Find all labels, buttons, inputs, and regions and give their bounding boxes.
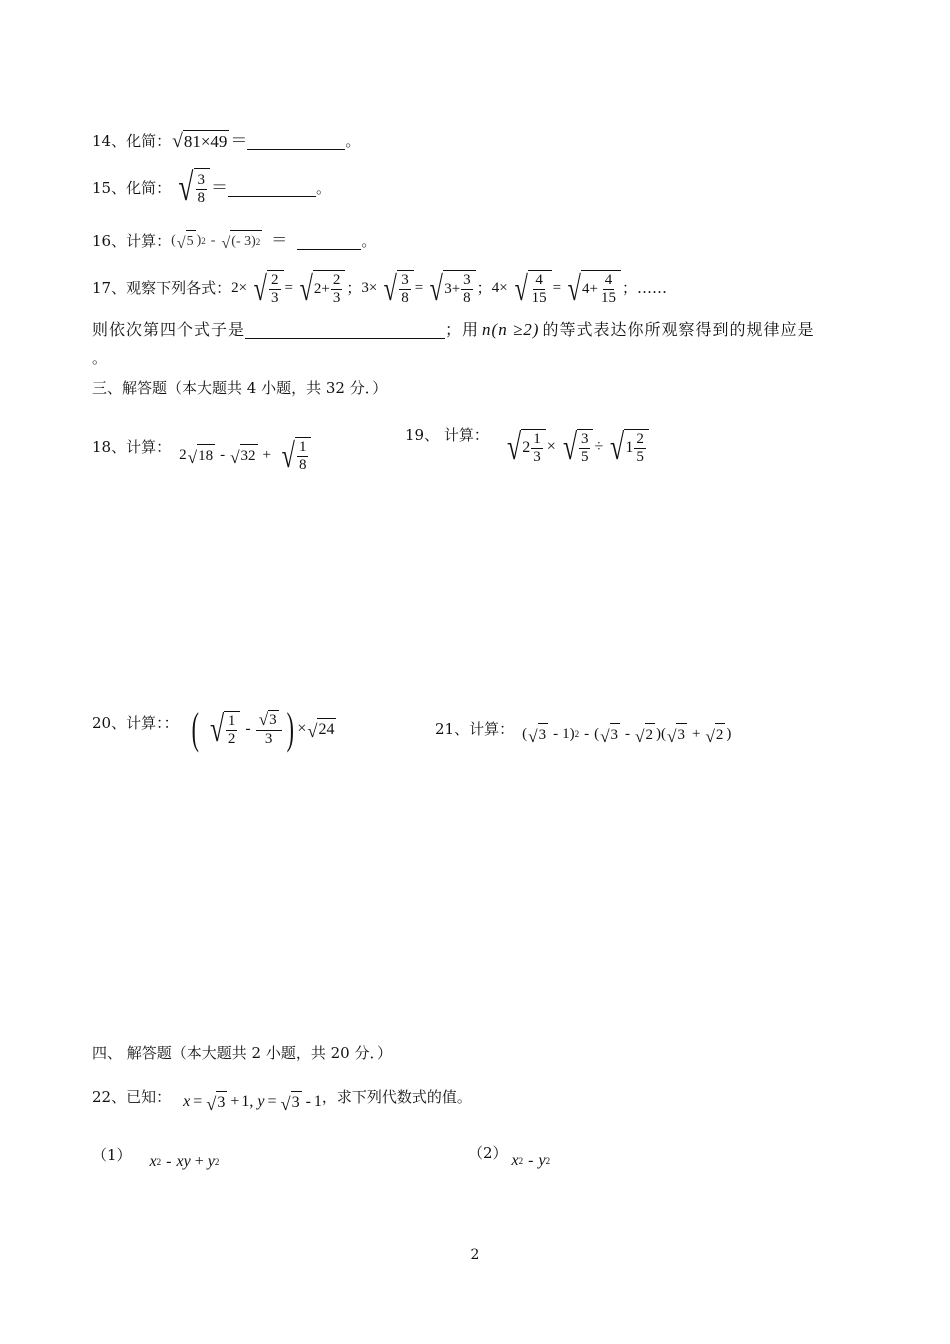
page-number: 2 [470,1247,480,1263]
question-22: 22、已知： x = √ 3 + 1, y = √ 3 - 1 ，求下列代数式的值。 [92,1088,472,1114]
sub1-expr: x 2 - xy + y 2 [149,1153,220,1170]
q16-label: 16、计算： [92,232,172,250]
q22-expr: x = √ 3 + 1, y = √ 3 - 1 [183,1093,322,1114]
sub2-expr: x 2 - y 2 [511,1152,551,1169]
sub2-label: （2） [468,1144,508,1162]
q17-label: 17、观察下列各式： [92,279,232,297]
q17-line3: 。 [92,349,108,367]
q17-line2: 则依次第四个式子是 ；用 n(n ≥2) 的等式表达你所观察得到的规律应是 [92,320,815,339]
question-17: 17、观察下列各式： 2 × √ $\frac{2}{3}$ = √ 2 + $\frac{2}{3}$ ； 3 × √ $\frac{3}{8}$ = √ 3 + $\frac{3}{8}$ ； 4 × √ $\frac{4}{15}$ = √ 4 + $\frac{4}{15}$ ； …… [92,270,667,308]
q17-item-3: 4 × √ $\frac{4}{15}$ = √ 4 + $\frac{4}{15}$ [492,270,622,307]
q17-fourth-blank[interactable] [245,322,445,339]
q15-label: 15、化简： [92,179,172,197]
q19-expr: √ 2 $\frac{1}{3}$ × √ $\frac{3}{5}$ ÷ √ 1 $\frac{2}{5}$ [500,422,650,472]
q16-expr: ( √ 5 ) 2 - √ (- 3) 2 ＝ [171,232,288,252]
question-14: 14、化简： √ 81×49 ＝ 。 [92,131,361,153]
q16-answer-blank[interactable] [297,233,361,250]
q20-expr: ( √ $\frac{1}{2}$ - √ 3 3 ) × √ 24 [191,704,335,753]
section-3-heading: 三、解答题（本大题共 4 小题，共 32 分．） [92,379,388,397]
q18-label: 18、计算： [92,438,172,456]
q19-label: 19、 计算： [405,426,489,444]
section-4-heading: 四、 解答题（本大题共 2 小题，共 20 分．） [92,1044,392,1062]
question-15: 15、化简： √ $\frac{3}{8}$ ＝ 。 [92,166,332,210]
question-16: 16、计算： ( √ 5 ) 2 - √ (- 3) 2 ＝ 。 [92,232,377,252]
q17-item-1: 2 × √ $\frac{2}{3}$ = √ 2 + $\frac{2}{3}$ [231,270,346,307]
q14-label: 14、化简： [92,132,172,150]
q20-label: 20、计算：： [92,714,179,732]
q15-answer-blank[interactable] [228,180,316,197]
q14-answer-blank[interactable] [247,133,345,150]
q21-expr: ( √ 3 - 1 ) 2 - ( √ 3 - √ 2 )( √ 3 + √ 2 ) [522,723,731,745]
q15-expr: √ $\frac{3}{8}$ ＝ [178,166,229,210]
q14-expr: √ 81×49 ＝ [172,131,248,153]
q17-item-2: 3 × √ $\frac{3}{8}$ = √ 3 + $\frac{3}{8}$ [361,270,476,307]
q18-expr: 2 √ 18 - √ 32 + √ $\frac{1}{8}$ [179,437,312,474]
q21-label: 21、计算： [435,720,515,738]
sub1-label: （1） [92,1146,132,1164]
question-20 [92,713,179,733]
q22-sub-1 [92,1140,219,1170]
question-19 [405,425,489,473]
q22-sub-2 [468,1138,550,1168]
question-18 [92,425,312,475]
question-21 [435,713,731,745]
q22-label: 22、已知： [92,1088,172,1106]
